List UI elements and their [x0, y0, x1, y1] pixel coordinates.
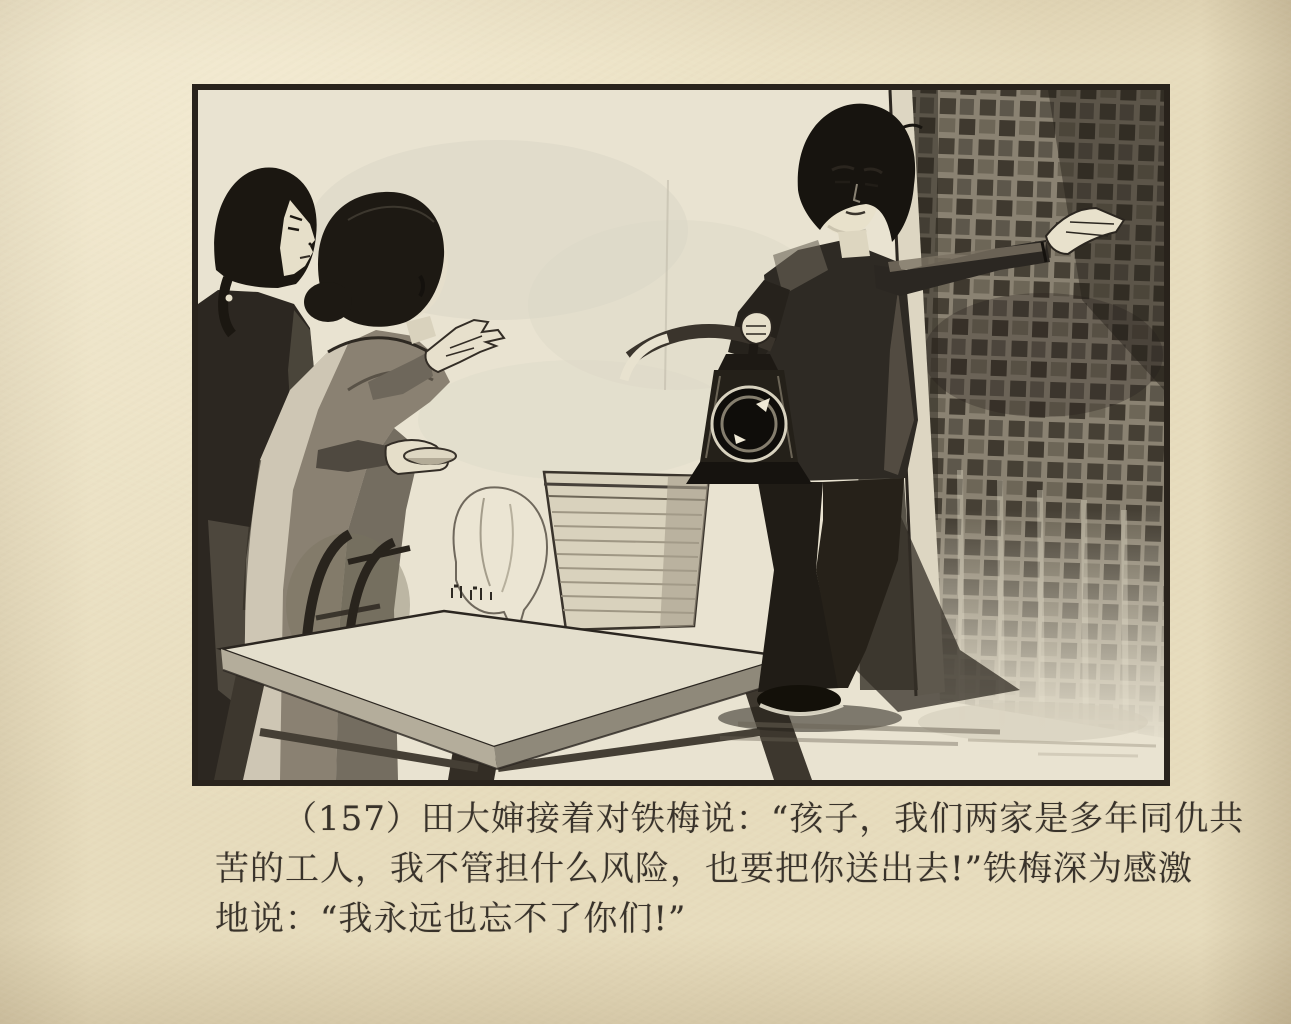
hair-bun: [304, 282, 352, 322]
illustration-drawing: [198, 90, 1164, 780]
illustration-panel: [192, 84, 1170, 786]
hand-gripping-lantern: [741, 312, 772, 344]
caption: [215, 794, 1245, 944]
caption-line-3: 地说：“我永远也忘不了你们!”: [215, 899, 687, 939]
wooden-crate: [544, 472, 709, 630]
caption-line-2: 苦的工人，我不管担什么风险，也要把你送出去!”铁梅深为感激: [215, 849, 1194, 889]
caption-line-1: （157）田大婶接着对铁梅说：“孩子，我们两家是多年同仇共: [283, 799, 1245, 839]
